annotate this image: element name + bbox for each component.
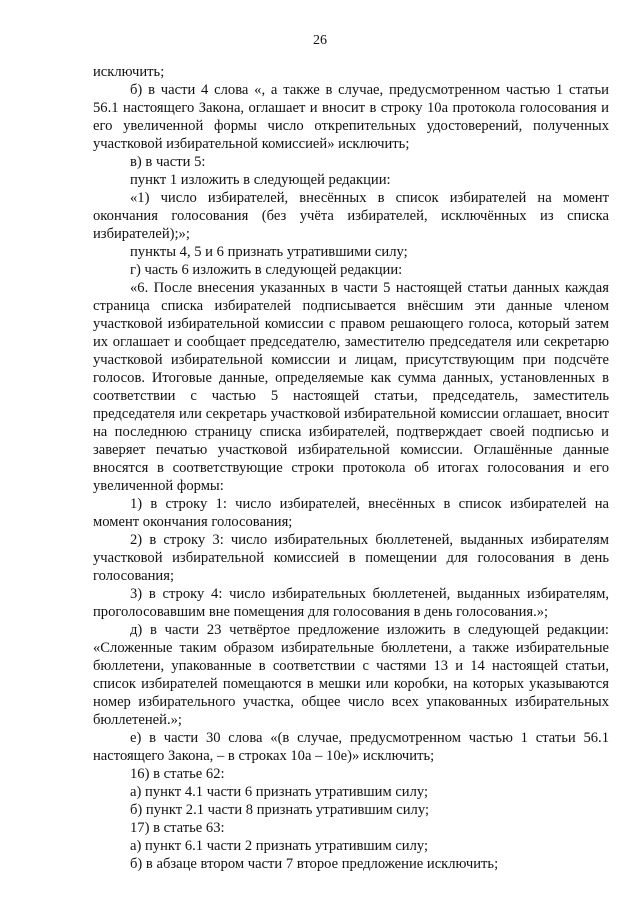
- paragraph: «1) число избирателей, внесённых в список избирателей на момент окончания голосования (без учёта избирателей, исключённых из списка избирателей);»;: [93, 190, 609, 242]
- paragraph: 1) в строку 1: число избирателей, внесённых в список избирателей на момент окончания голосования;: [93, 496, 609, 530]
- paragraph: г) часть 6 изложить в следующей редакции:: [130, 262, 403, 278]
- paragraph: 3) в строку 4: число избирательных бюллетеней, выданных избирателям, проголосовавшим вне помещения для голосования в день голосования.»;: [93, 586, 609, 620]
- paragraph: а) пункт 6.1 части 2 признать утратившим силу;: [130, 838, 429, 854]
- paragraph: 16) в статье 62:: [130, 766, 225, 782]
- paragraph: е) в части 30 слова «(в случае, предусмотренном частью 1 статьи 56.1 настоящего Закона, – в строках 10а – 10е)» исключить;: [93, 730, 609, 764]
- paragraph: а) пункт 4.1 части 6 признать утратившим силу;: [130, 784, 429, 800]
- paragraph: в) в части 5:: [130, 154, 206, 170]
- paragraph: б) в части 4 слова «, а также в случае, предусмотренном частью 1 статьи 56.1 настоящего Закона, оглашает и вносит в строку 10а протокола голосования и его увеличенной формы число открепительных удостоверений, полученных участковой избирательной комиссией» исключить;: [93, 82, 609, 152]
- page-number: 26: [313, 33, 327, 48]
- paragraph: «6. После внесения указанных в части 5 настоящей статьи данных каждая страница списка избирателей подписывается внёсшим эти данные членом участковой избирательной комиссии с правом решающего голоса, который затем их оглашает и сообщает председателю, заместителю председателя или секретарю участковой избирательной комиссии и лицам, присутствующим при подсчёте голосов. Итоговые данные, определяемые как сумма данных, установленных в соответствии с частью 5 настоящей статьи, председатель, заместитель председателя или секретарь участковой избирательной комиссии оглашает, вносит на последнюю страницу списка избирателей, подтверждает своей подписью и заверяет печатью участковой избирательной комиссии. Оглашённые данные вносятся в соответствующие строки протокола об итогах голосования и его увеличенной формы:: [93, 280, 609, 494]
- document-body: [93, 63, 609, 873]
- paragraph: б) пункт 2.1 части 8 признать утратившим силу;: [130, 802, 430, 818]
- paragraph: 2) в строку 3: число избирательных бюллетеней, выданных избирателям участковой избирательной комиссией в помещении для голосования в день голосования;: [93, 532, 609, 584]
- paragraph: пункт 1 изложить в следующей редакции:: [130, 172, 391, 188]
- paragraph: б) в абзаце втором части 7 второе предложение исключить;: [130, 856, 499, 872]
- paragraph: исключить;: [93, 64, 165, 80]
- paragraph: 17) в статье 63:: [130, 820, 225, 836]
- paragraph: пункты 4, 5 и 6 признать утратившими силу;: [130, 244, 408, 260]
- paragraph: д) в части 23 четвёртое предложение изложить в следующей редакции: «Сложенные таким образом избирательные бюллетени, а также избирательные бюллетени, упакованные в соответствии с частями 13 и 14 настоящей статьи, список избирателей помещаются в мешки или коробки, на которых указываются номер избирательного участка, общее число всех упакованных избирательных бюллетеней.»;: [93, 622, 609, 728]
